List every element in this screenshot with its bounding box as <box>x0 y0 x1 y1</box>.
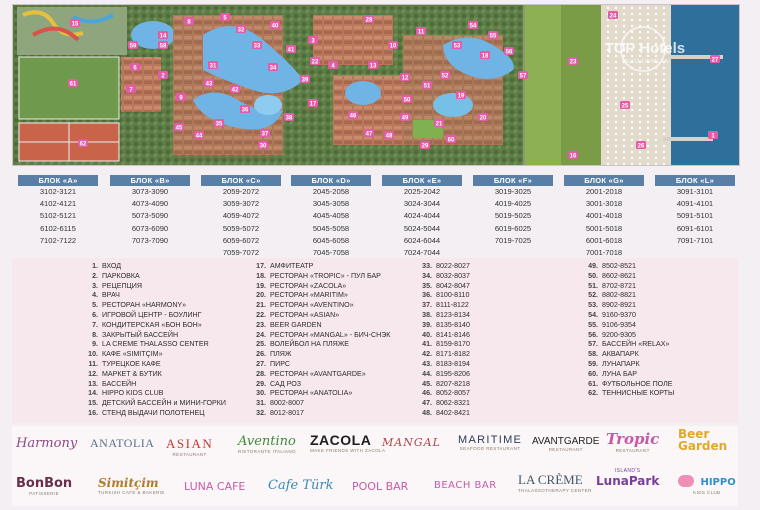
map-marker-label: 10 <box>389 43 397 50</box>
legend-item: 25. ВОЛЕЙБОЛ НА ПЛЯЖЕ <box>256 340 350 349</box>
room-range: 7045-7058 <box>312 248 350 258</box>
asian-logo: ASIAN RESTAURANT <box>166 436 214 457</box>
legend-item: 27. ПИРС <box>256 359 290 368</box>
map-marker-label: 45 <box>175 125 183 132</box>
legend-item: 11. ТУРЕЦКОЕ КАФЕ <box>88 359 161 368</box>
legend-item: 34. 8032-8037 <box>422 271 470 280</box>
legend-item: 43. 8183-8194 <box>422 359 470 368</box>
block-l <box>655 175 735 247</box>
map-marker-label: 9 <box>179 95 183 102</box>
legend-item: 29. САД РОЗ <box>256 379 302 388</box>
legend-item: 21. РЕСТОРАН «AVENTINO» <box>256 301 354 310</box>
legend-item: 3. РЕЦЕПЦИЯ <box>92 281 143 290</box>
map-marker-label: 51 <box>423 83 431 90</box>
room-range: 6102-6115 <box>40 223 76 233</box>
legend-item: 17. АМФИТЕАТР <box>256 262 314 270</box>
block-ranges <box>18 186 98 247</box>
beach <box>601 5 671 165</box>
legend-item: 50. 8602-8621 <box>588 271 636 280</box>
map-marker-label: 30 <box>259 143 267 150</box>
map-marker-label: 41 <box>287 47 295 54</box>
legend-item: 16. СТЕНД ВЫДАЧИ ПОЛОТЕНЕЦ <box>88 408 205 417</box>
map-marker-label: 25 <box>621 103 629 110</box>
map-marker-label: 7 <box>129 87 133 94</box>
map-marker-label: 49 <box>401 115 409 122</box>
room-range: 6073-6090 <box>131 223 169 233</box>
block-ranges <box>110 186 190 247</box>
legend-item: 49. 8502-8521 <box>588 262 636 270</box>
block-title: БЛОК «F» <box>473 175 553 186</box>
room-range: 7024-7044 <box>403 248 441 258</box>
legend-item: 62. ТЕННИСНЫЕ КОРТЫ <box>588 389 675 398</box>
room-range: 3102-3121 <box>39 187 77 196</box>
map-marker-label: 13 <box>369 63 377 70</box>
room-range: 3024-3044 <box>403 199 441 209</box>
block-e <box>382 175 462 259</box>
room-range: 5019-5025 <box>494 211 532 221</box>
legend-item: 44. 8195-8206 <box>422 369 470 378</box>
legend-item: 39. 8135-8140 <box>422 320 470 329</box>
block-ranges <box>382 186 462 259</box>
map-marker-label: 26 <box>637 143 645 150</box>
legend-item: 33. 8022-8027 <box>422 262 470 270</box>
map-marker-label: 50 <box>403 97 411 104</box>
block-ranges <box>291 186 371 259</box>
legend-item: 59. ЛУНАПАРК <box>588 359 640 368</box>
room-blocks <box>18 175 738 258</box>
room-range: 4073-4090 <box>131 199 169 209</box>
room-range: 4102-4121 <box>39 199 77 209</box>
block-title: БЛОК «D» <box>291 175 371 186</box>
legend-item: 6. ИГРОВОЙ ЦЕНТР - БОУЛИНГ <box>92 310 202 319</box>
football-field <box>19 57 119 119</box>
beach-bar-logo: BEACH BAR <box>434 480 497 491</box>
block-ranges <box>201 186 281 259</box>
map-marker-label: 8 <box>187 19 191 26</box>
legend-item: 13. БАССЕЙН <box>88 379 137 388</box>
map-marker-label: 56 <box>505 49 513 56</box>
legend-item: 10. КАФЕ «SIMITÇIM» <box>88 350 163 359</box>
map-marker-label: 43 <box>205 81 213 88</box>
legend-item: 23. BEER GARDEN <box>256 320 322 329</box>
map-marker-label: 40 <box>271 23 279 30</box>
map-marker-label: 11 <box>417 29 425 36</box>
legend-item: 26. ПЛЯЖ <box>256 350 292 359</box>
map-marker-label: 27 <box>711 57 719 64</box>
resort-map <box>12 4 740 166</box>
legend-item: 61. ФУТБОЛЬНОЕ ПОЛЕ <box>588 379 673 388</box>
map-marker-label: 46 <box>349 113 357 120</box>
block-c <box>201 175 281 259</box>
room-range: 5102-5121 <box>39 211 77 221</box>
legend-item: 1. ВХОД <box>92 262 122 270</box>
legend-item: 46. 8052-8057 <box>422 389 470 398</box>
legend-item: 41. 8159-8170 <box>422 340 470 349</box>
legend-item: 20. РЕСТОРАН «MARITIM» <box>256 291 348 300</box>
legend-item: 48. 8402-8421 <box>422 408 470 417</box>
room-range: 4059-4072 <box>222 211 260 221</box>
room-range: 5091-5101 <box>676 211 714 221</box>
aventino-logo: Aventino RISTORANTE ITALIANO <box>238 434 296 454</box>
room-range: 5073-5090 <box>131 211 169 221</box>
room-range: 3001-3018 <box>585 199 623 209</box>
map-marker-label: 44 <box>195 133 203 140</box>
map-marker-label: 42 <box>231 87 239 94</box>
legend-item: 31. 8002-8007 <box>256 399 304 408</box>
map-marker-label: 12 <box>401 75 409 82</box>
room-range: 6045-6058 <box>312 235 350 245</box>
legend-item: 45. 8207-8218 <box>422 379 470 388</box>
block-d <box>291 175 371 259</box>
room-range: 7073-7090 <box>131 235 169 245</box>
legend-item: 36. 8100-8110 <box>422 291 470 300</box>
map-marker-label: 52 <box>441 73 449 80</box>
map-marker-label: 57 <box>519 73 527 80</box>
room-range: 2025-2042 <box>403 187 441 196</box>
map-marker-label: 58 <box>159 43 167 50</box>
map-marker-label: 16 <box>569 153 577 160</box>
room-range: 2059-2072 <box>222 187 260 196</box>
map-marker-label: 22 <box>311 59 319 66</box>
room-range: 6091-6101 <box>676 223 714 233</box>
legend-item: 22. РЕСТОРАН «ASIAN» <box>256 310 340 319</box>
map-marker-label: 2 <box>161 73 165 80</box>
legend-item: 19. РЕСТОРАН «ZACOLA» <box>256 281 347 290</box>
map-marker-label: 61 <box>69 81 77 88</box>
watermark-text: TOP Hotels <box>604 40 686 57</box>
map-marker-label: 15 <box>71 21 79 28</box>
legend-item: 30. РЕСТОРАН «ANATOLIA» <box>256 389 353 398</box>
legend-item: 15. ДЕТСКИЙ БАССЕЙН и МИНИ-ГОРКИ <box>88 399 226 408</box>
beer-garden-logo: Beer Garden <box>678 427 728 453</box>
map-marker-label: 48 <box>385 133 393 140</box>
legend-item: 53. 8902-8921 <box>588 301 636 310</box>
mangal-logo: MANGAL <box>382 436 441 449</box>
map-marker-label: 4 <box>331 63 335 70</box>
map-marker-label: 31 <box>209 63 217 70</box>
map-marker-label: 23 <box>569 59 577 66</box>
legend-item: 40. 8141-8146 <box>422 330 470 339</box>
legend-item: 28. РЕСТОРАН «AVANTGARDE» <box>256 369 366 378</box>
map-marker-label: 59 <box>129 43 137 50</box>
simitcim-logo: Simitçim TURKISH CAFE & BAKERIE <box>98 476 165 495</box>
map-marker-label: 28 <box>365 17 373 24</box>
room-range: 3019-3025 <box>494 187 532 196</box>
cafe-turk-logo: Cafe Türk <box>268 478 334 493</box>
legend-column <box>580 262 674 399</box>
map-marker-label: 33 <box>253 43 261 50</box>
map-marker-label: 24 <box>609 13 617 20</box>
block-ranges <box>564 186 644 259</box>
room-range: 3091-3101 <box>676 187 714 196</box>
block-title: БЛОК «L» <box>655 175 735 186</box>
map-marker-label: 62 <box>79 141 87 148</box>
legend-item: 51. 8702-8721 <box>588 281 636 290</box>
legend-item: 5. РЕСТОРАН «HARMONY» <box>92 301 187 310</box>
legend-column <box>248 262 390 419</box>
room-range: 2045-2058 <box>312 187 350 196</box>
room-range: 2001-2018 <box>585 187 623 196</box>
block-b <box>110 175 190 247</box>
room-range: 7102-7122 <box>39 235 77 245</box>
map-marker-label: 20 <box>479 115 487 122</box>
room-range: 5001-5018 <box>585 223 623 233</box>
legend-item: 7. КОНДИТЕРСКАЯ «БОН БОН» <box>92 320 202 329</box>
legend-column <box>80 262 226 419</box>
legend-item: 8. ЗАКРЫТЫЙ БАССЕЙН <box>92 330 179 339</box>
map-marker-label: 37 <box>261 131 269 138</box>
block-ranges <box>655 186 735 247</box>
pool-bar-logo: POOL BAR <box>352 480 409 493</box>
legend-item: 54. 9160-9370 <box>588 310 636 319</box>
block-title: БЛОК «B» <box>110 175 190 186</box>
la-creme-logo: LA CRÈME THALASSOTHERAPY CENTER <box>518 472 592 493</box>
legend-item: 14. HIPPO KIDS CLUB <box>88 389 164 398</box>
legend <box>12 258 738 423</box>
luna-cafe-logo: LUNA CAFE <box>184 480 246 493</box>
harmony-logo: Harmony <box>16 436 78 451</box>
legend-item: 58. АКВАПАРК <box>588 350 639 359</box>
bonbon-logo: BonBon PATISSERIE <box>16 476 73 496</box>
map-marker-label: 39 <box>301 77 309 84</box>
room-range: 4091-4101 <box>676 199 714 209</box>
room-range: 3059-3072 <box>222 199 260 209</box>
room-range: 3045-3058 <box>312 199 350 209</box>
room-range: 4024-4044 <box>403 211 441 221</box>
map-marker-label: 19 <box>457 93 465 100</box>
legend-item: 57. БАССЕЙН «RELAX» <box>588 340 670 349</box>
legend-item: 2. ПАРКОВКА <box>92 271 140 280</box>
legend-item: 60. ЛУНА БАР <box>588 369 637 378</box>
legend-item: 42. 8171-8182 <box>422 350 470 359</box>
legend-item: 37. 8111-8122 <box>422 301 469 310</box>
map-marker-label: 17 <box>309 101 317 108</box>
legend-item: 47. 8062-8321 <box>422 399 470 408</box>
block-title: БЛОК «C» <box>201 175 281 186</box>
room-range: 5059-5072 <box>222 223 260 233</box>
legend-item: 18. РЕСТОРАН «TROPIC» - ПУЛ БАР <box>256 271 381 280</box>
map-marker-label: 6 <box>133 65 137 72</box>
tropic-logo: Tropic RESTAURANT <box>606 430 660 453</box>
room-range: 6001-6018 <box>585 235 623 245</box>
legend-item: 35. 8042-8047 <box>422 281 470 290</box>
map-marker-label: 36 <box>241 107 249 114</box>
room-range: 6059-6072 <box>222 235 260 245</box>
room-range: 7059-7072 <box>222 248 260 258</box>
legend-item: 24. РЕСТОРАН «MANGAL» - БИЧ-СНЭК <box>256 330 391 339</box>
hippo-icon <box>678 475 694 487</box>
block-a <box>18 175 98 247</box>
block-g <box>564 175 644 259</box>
brand-logos <box>12 426 738 506</box>
avantgarde-logo: AVANTGARDE RESTAURANT <box>532 436 600 452</box>
room-range: 5045-5058 <box>312 223 350 233</box>
room-range: 7001-7018 <box>585 248 623 258</box>
anatolia-logo: ANATOLIA <box>90 436 155 450</box>
legend-item: 12. МАРКЕТ & БУТИК <box>88 369 162 378</box>
hippo-logo: HIPPO KIDS CLUB <box>678 472 736 495</box>
map-marker-label: 5 <box>223 15 227 22</box>
legend-item: 55. 9106-9354 <box>588 320 636 329</box>
map-marker-label: 34 <box>269 65 277 72</box>
legend-column <box>414 262 470 419</box>
block-title: БЛОК «A» <box>18 175 98 186</box>
legend-item: 52. 8802-8821 <box>588 291 636 300</box>
block-ranges <box>473 186 553 247</box>
room-range: 4045-4058 <box>312 211 350 221</box>
map-marker-label: 55 <box>489 33 497 40</box>
legend-item: 9. LA CREME THALASSO CENTER <box>92 340 209 349</box>
map-marker-label: 53 <box>453 43 461 50</box>
room-range: 6024-6044 <box>403 235 441 245</box>
map-marker-label: 32 <box>237 27 245 34</box>
map-marker-label: 60 <box>447 137 455 144</box>
map-marker-label: 54 <box>469 23 477 30</box>
map-marker-label: 21 <box>435 121 443 128</box>
room-range: 6019-6025 <box>494 223 532 233</box>
map-marker-label: 35 <box>215 121 223 128</box>
map-marker-label: 14 <box>159 33 167 40</box>
legend-item: 56. 9200-9305 <box>588 330 636 339</box>
room-range: 4001-4018 <box>585 211 623 221</box>
room-range: 4019-4025 <box>494 199 532 209</box>
zacola-logo: ZACOLA MAKE FRIENDS WITH ZACOLA <box>310 432 386 453</box>
legend-item: 4. ВРАЧ <box>92 291 120 300</box>
room-range: 7091-7101 <box>676 235 714 245</box>
room-range: 5024-5044 <box>403 223 441 233</box>
luna-park-logo: ISLAND'S LunaPark <box>596 468 660 488</box>
block-title: БЛОК «G» <box>564 175 644 186</box>
watermark-subtext: ФОТО ТУРИСТА <box>621 59 669 65</box>
legend-item: 38. 8123-8134 <box>422 310 470 319</box>
map-marker-label: 47 <box>365 131 373 138</box>
map-marker-label: 18 <box>481 53 489 60</box>
map-marker-label: 38 <box>285 115 293 122</box>
maritime-logo: MARITIME SEAFOOD RESTAURANT <box>458 434 523 451</box>
map-marker-label: 3 <box>311 38 315 45</box>
legend-item: 32. 8012-8017 <box>256 408 304 417</box>
block-f <box>473 175 553 247</box>
room-range: 7019-7025 <box>494 235 532 245</box>
map-marker-label: 1 <box>711 133 715 140</box>
map-marker-label: 29 <box>421 143 429 150</box>
room-range: 3073-3090 <box>131 187 169 196</box>
block-title: БЛОК «E» <box>382 175 462 186</box>
